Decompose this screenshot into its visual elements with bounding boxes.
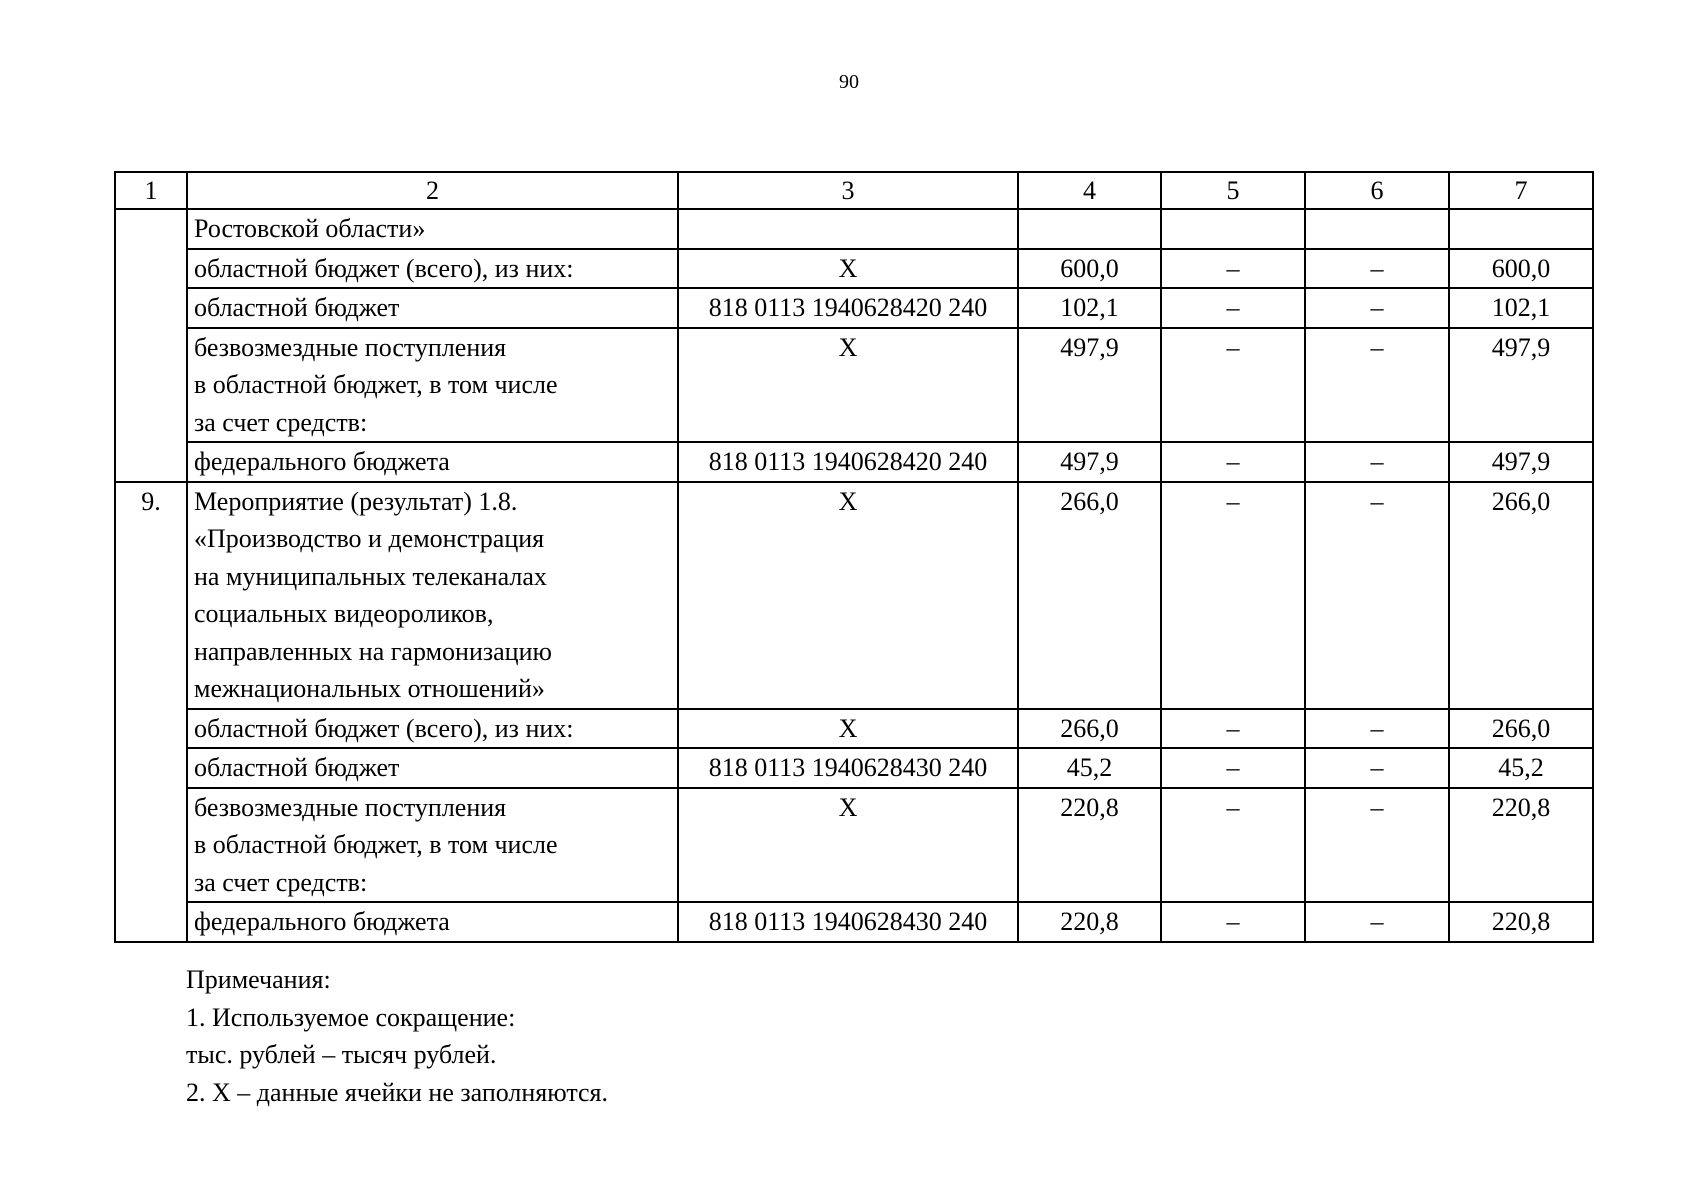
value-cell: – bbox=[1161, 288, 1305, 328]
value-cell: 45,2 bbox=[1018, 748, 1161, 788]
row-number-cell bbox=[115, 209, 187, 482]
value-cell: – bbox=[1305, 788, 1449, 903]
item-name-line: Мероприятие (результат) 1.8. bbox=[194, 486, 518, 516]
table-header-row bbox=[115, 172, 1593, 209]
item-name-line: в областной бюджет, в том числе bbox=[194, 830, 558, 859]
value-cell: – bbox=[1161, 788, 1305, 903]
item-name-cell bbox=[187, 709, 678, 749]
value-cell: – bbox=[1161, 482, 1305, 709]
value-cell bbox=[1018, 209, 1161, 249]
budget-code-cell: X bbox=[678, 249, 1018, 289]
budget-code-cell: 818 0113 1940628430 240 bbox=[678, 748, 1018, 788]
value-cell: 497,9 bbox=[1449, 328, 1593, 443]
value-cell: – bbox=[1305, 288, 1449, 328]
budget-code-cell: X bbox=[678, 328, 1018, 443]
item-name-cell bbox=[187, 902, 678, 942]
header-cell: 3 bbox=[678, 172, 1018, 209]
header-cell: 6 bbox=[1305, 172, 1449, 209]
item-name-cell bbox=[187, 209, 678, 249]
item-name-cell bbox=[187, 748, 678, 788]
header-cell: 4 bbox=[1018, 172, 1161, 209]
value-cell: 266,0 bbox=[1018, 482, 1161, 709]
table-row bbox=[115, 288, 1593, 328]
value-cell: – bbox=[1305, 748, 1449, 788]
item-name-line: безвозмездные поступления bbox=[194, 792, 507, 822]
item-name-line: безвозмездные поступления bbox=[194, 332, 507, 362]
item-name-line: за счет средств: bbox=[194, 867, 368, 897]
item-name-cell bbox=[187, 482, 678, 709]
value-cell: 600,0 bbox=[1449, 249, 1593, 289]
item-name-line: областной бюджет bbox=[194, 753, 400, 782]
item-name-line: областной бюджет bbox=[194, 293, 400, 322]
value-cell: 220,8 bbox=[1449, 788, 1593, 903]
value-cell: – bbox=[1161, 442, 1305, 482]
table-row bbox=[115, 328, 1593, 443]
value-cell: – bbox=[1161, 748, 1305, 788]
header-cell: 5 bbox=[1161, 172, 1305, 209]
item-name-line: Ростовской области» bbox=[194, 214, 426, 243]
value-cell: 220,8 bbox=[1018, 788, 1161, 903]
item-name-line: федерального бюджета bbox=[194, 907, 450, 936]
value-cell: 102,1 bbox=[1449, 288, 1593, 328]
item-name-cell bbox=[187, 288, 678, 328]
item-name-line: в областной бюджет, в том числе bbox=[194, 370, 558, 399]
item-name-line: социальных видеороликов, bbox=[194, 599, 494, 628]
table-row bbox=[115, 209, 1593, 249]
note-item: 2. X – данные ячейки не заполняются. bbox=[186, 1077, 609, 1107]
item-name-cell bbox=[187, 328, 678, 443]
budget-code-cell: X bbox=[678, 788, 1018, 903]
item-name-line: на муниципальных телеканалах bbox=[194, 561, 547, 591]
notes-section bbox=[186, 961, 608, 1111]
header-cell: 2 bbox=[187, 172, 678, 209]
item-name-line: направленных на гармонизацию bbox=[194, 636, 552, 666]
budget-code-cell: 818 0113 1940628430 240 bbox=[678, 902, 1018, 942]
value-cell: – bbox=[1305, 709, 1449, 749]
table-row bbox=[115, 442, 1593, 482]
notes-heading: Примечания: bbox=[186, 965, 331, 994]
item-name-line: «Производство и демонстрация bbox=[194, 524, 545, 553]
value-cell: 220,8 bbox=[1449, 902, 1593, 942]
header-cell: 7 bbox=[1449, 172, 1593, 209]
value-cell bbox=[1161, 209, 1305, 249]
table-row bbox=[115, 709, 1593, 749]
item-name-cell bbox=[187, 442, 678, 482]
value-cell: – bbox=[1305, 328, 1449, 443]
value-cell: 102,1 bbox=[1018, 288, 1161, 328]
value-cell: 497,9 bbox=[1018, 328, 1161, 443]
item-name-line: межнациональных отношений» bbox=[194, 674, 545, 703]
budget-code-cell bbox=[678, 209, 1018, 249]
budget-code-cell: X bbox=[678, 482, 1018, 709]
value-cell: – bbox=[1305, 442, 1449, 482]
item-name-cell bbox=[187, 788, 678, 903]
budget-code-cell: 818 0113 1940628420 240 bbox=[678, 288, 1018, 328]
value-cell: – bbox=[1305, 249, 1449, 289]
value-cell: 497,9 bbox=[1018, 442, 1161, 482]
table-row bbox=[115, 482, 1593, 709]
value-cell bbox=[1449, 209, 1593, 249]
table-row bbox=[115, 788, 1593, 903]
value-cell: 600,0 bbox=[1018, 249, 1161, 289]
item-name-line: за счет средств: bbox=[194, 407, 368, 437]
value-cell: – bbox=[1161, 328, 1305, 443]
value-cell: 497,9 bbox=[1449, 442, 1593, 482]
value-cell: 45,2 bbox=[1449, 748, 1593, 788]
table-row bbox=[115, 249, 1593, 289]
item-name-line: областной бюджет (всего), из них: bbox=[194, 253, 574, 283]
header-cell: 1 bbox=[115, 172, 187, 209]
item-name-cell bbox=[187, 249, 678, 289]
value-cell: – bbox=[1161, 902, 1305, 942]
table-row bbox=[115, 748, 1593, 788]
value-cell bbox=[1305, 209, 1449, 249]
budget-table bbox=[114, 171, 1594, 943]
value-cell: – bbox=[1161, 709, 1305, 749]
value-cell: 266,0 bbox=[1449, 482, 1593, 709]
row-number-cell: 9. bbox=[115, 482, 187, 942]
value-cell: – bbox=[1305, 902, 1449, 942]
value-cell: 266,0 bbox=[1018, 709, 1161, 749]
note-item: тыс. рублей – тысяч рублей. bbox=[186, 1040, 497, 1069]
note-item: 1. Используемое сокращение: bbox=[186, 1002, 516, 1032]
budget-code-cell: 818 0113 1940628420 240 bbox=[678, 442, 1018, 482]
value-cell: 266,0 bbox=[1449, 709, 1593, 749]
value-cell: – bbox=[1305, 482, 1449, 709]
page-number: 90 bbox=[839, 71, 859, 93]
item-name-line: федерального бюджета bbox=[194, 447, 450, 476]
item-name-line: областной бюджет (всего), из них: bbox=[194, 713, 574, 743]
table-row bbox=[115, 902, 1593, 942]
budget-code-cell: X bbox=[678, 709, 1018, 749]
value-cell: – bbox=[1161, 249, 1305, 289]
value-cell: 220,8 bbox=[1018, 902, 1161, 942]
